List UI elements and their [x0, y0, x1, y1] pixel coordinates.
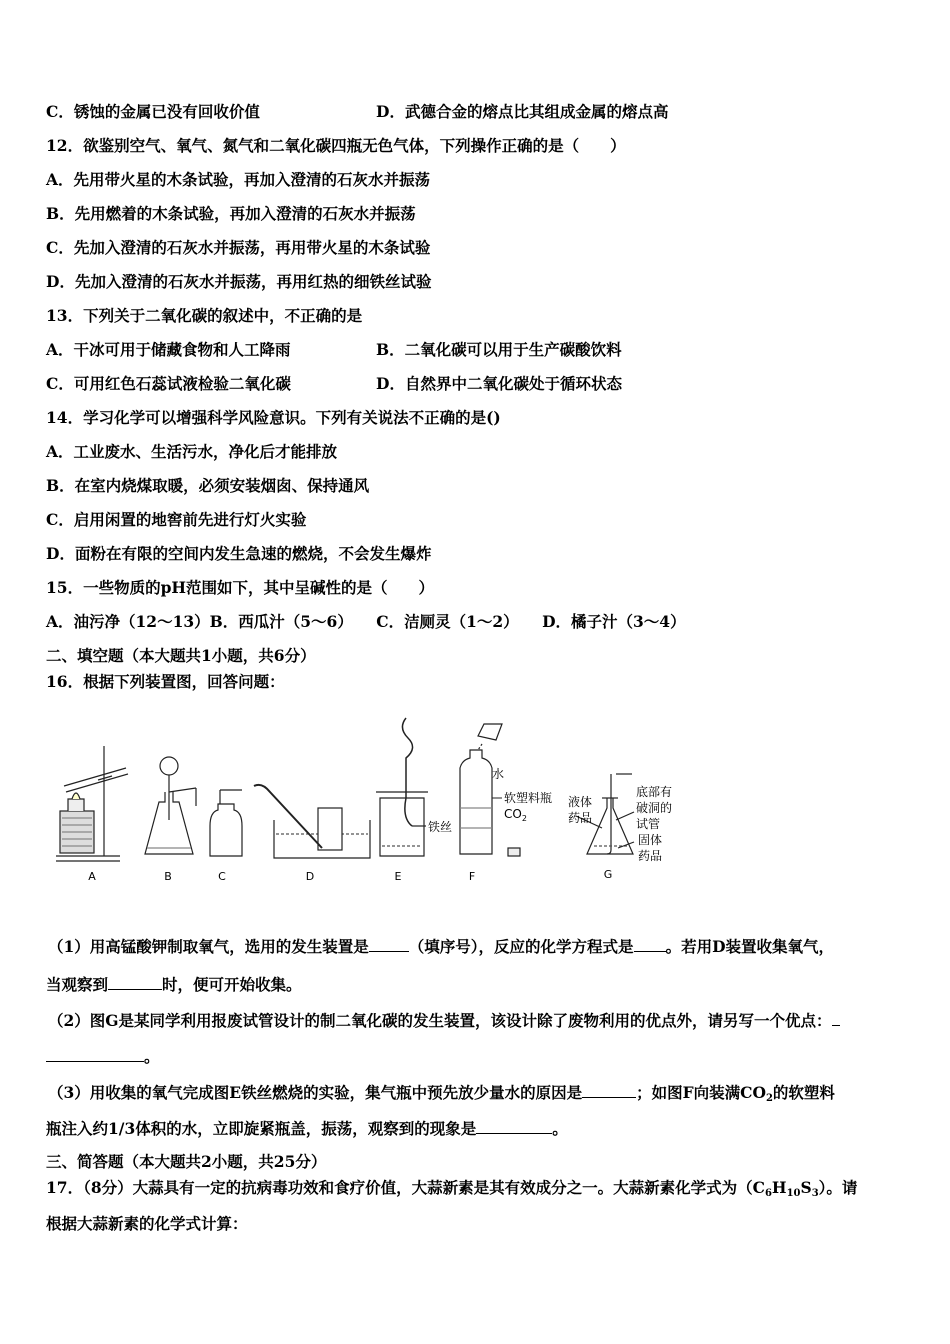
answer-blank[interactable]: [832, 1010, 840, 1026]
q14-option-b: B．在室内烧煤取暖，必须安装烟囱、保持通风: [46, 476, 370, 495]
q16-part3-line2: 瓶注入约1/3体积的水，立即旋紧瓶盖，振荡，观察到的现象是 。: [46, 1119, 568, 1138]
q16-stem: 16．根据下列装置图，回答问题：: [46, 672, 285, 691]
q11-option-d: D．武德合金的熔点比其组成金属的熔点高: [376, 102, 669, 121]
q14-option-a: A．工业废水、生活污水，净化后才能排放: [46, 442, 338, 461]
q13-option-a: A．干冰可用于储藏食物和人工降雨: [46, 340, 291, 359]
label-co2: $CO_2$: [504, 807, 527, 823]
section-2-heading: 二、填空题（本大题共1小题，共6分）: [46, 646, 316, 665]
apparatus-d: [254, 785, 370, 858]
answer-blank[interactable]: [476, 1118, 552, 1134]
label-plastic-bottle: 软塑料瓶: [504, 791, 553, 805]
q15-option-b: B．西瓜汁（5～6）: [209, 612, 353, 631]
figure-label-b: B: [164, 870, 172, 883]
q12-option-b: B．先用燃着的木条试验，再加入澄清的石灰水并振荡: [46, 204, 416, 223]
section-3-heading: 三、简答题（本大题共2小题，共25分）: [46, 1152, 327, 1171]
q15-option-a: A．油污净（12～13）: [46, 612, 210, 631]
q12-option-a: A．先用带火星的木条试验，再加入澄清的石灰水并振荡: [46, 170, 431, 189]
q15-options: [46, 612, 686, 632]
q16-part1-line1: （1）用高锰酸钾制取氧气，选用的发生装置是 （填序号），反应的化学方程式是 。若用D装置收集氧气，: [48, 937, 835, 956]
answer-blank[interactable]: [634, 936, 666, 952]
label-tube-2: 破洞的: [636, 801, 673, 815]
figure-label-g: G: [603, 868, 613, 881]
q15-option-d: D．橘子汁（3～4）: [542, 612, 686, 631]
q15-option-c: C．洁厕灵（1～2）: [376, 612, 519, 631]
q16-part2-line2: 。: [46, 1046, 160, 1067]
label-solid-1: 固体: [638, 833, 663, 847]
q13-option-c: C．可用红色石蕊试液检验二氧化碳: [46, 374, 291, 393]
answer-blank[interactable]: [108, 974, 162, 990]
apparatus-e: [376, 718, 428, 856]
label-liquid-2: 药品: [568, 811, 593, 825]
q13-option-b: B．二氧化碳可以用于生产碳酸饮料: [376, 340, 622, 359]
figure-label-f: F: [468, 870, 476, 883]
label-water: 水: [492, 767, 505, 781]
q12-option-c: C．先加入澄清的石灰水并振荡，再用带火星的木条试验: [46, 238, 431, 257]
answer-blank[interactable]: [369, 936, 409, 952]
label-iron-wire: 铁丝: [428, 820, 453, 834]
figure-label-a: A: [88, 870, 96, 883]
answer-blank[interactable]: [46, 1046, 144, 1062]
answer-blank[interactable]: [582, 1082, 636, 1098]
q11-option-c: C．锈蚀的金属已没有回收价值: [46, 102, 260, 121]
q14-stem: 14．学习化学可以增强科学风险意识。下列有关说法不正确的是(): [46, 408, 501, 427]
apparatus-f: [460, 724, 520, 856]
q17-line1: 17．（8分）大蒜具有一定的抗病毒功效和食疗价值，大蒜新素是其有效成分之一。大蒜新素化学式为$(C_6H_{10}S_3)$。请: [46, 1178, 858, 1199]
q16-part3-line1: （3）用收集的氧气完成图E铁丝燃烧的实验，集气瓶中预先放少量水的原因是 ；如图F向装满$CO_2$的软塑料: [48, 1083, 835, 1104]
q13-stem: 13．下列关于二氧化碳的叙述中，不正确的是: [46, 306, 363, 325]
label-tube-3: 试管: [636, 817, 661, 831]
q12-option-d: D．先加入澄清的石灰水并振荡，再用红热的细铁丝试验: [46, 272, 432, 291]
figure-label-e: E: [394, 870, 402, 883]
q14-option-d: D．面粉在有限的空间内发生急速的燃烧，不会发生爆炸: [46, 544, 432, 563]
apparatus-b: [145, 757, 196, 854]
apparatus-c: [210, 790, 242, 856]
q14-option-c: C．启用闲置的地窖前先进行灯火实验: [46, 510, 307, 529]
q17-line2: 根据大蒜新素的化学式计算：: [46, 1214, 248, 1233]
label-solid-2: 药品: [638, 849, 663, 863]
q16-part1-line2: 当观察到 时，便可开始收集。: [46, 975, 302, 994]
label-tube-1: 底部有: [636, 785, 673, 799]
q15-stem: 15．一些物质的pH范围如下，其中呈碱性的是（ ）: [46, 578, 435, 597]
apparatus-figure: [46, 708, 686, 886]
q13-option-d: D．自然界中二氧化碳处于循环状态: [376, 374, 622, 393]
figure-label-c: C: [218, 870, 226, 883]
q12-stem: 12．欲鉴别空气、氧气、氮气和二氧化碳四瓶无色气体，下列操作正确的是（ ）: [46, 136, 626, 155]
q16-part2-line1: （2）图G是某同学利用报废试管设计的制二氧化碳的发生装置，该设计除了废物利用的优点外，请另写一个优点：: [48, 1010, 840, 1031]
figure-label-d: D: [305, 870, 315, 883]
label-liquid-1: 液体: [568, 795, 593, 809]
apparatus-a: [56, 746, 128, 861]
